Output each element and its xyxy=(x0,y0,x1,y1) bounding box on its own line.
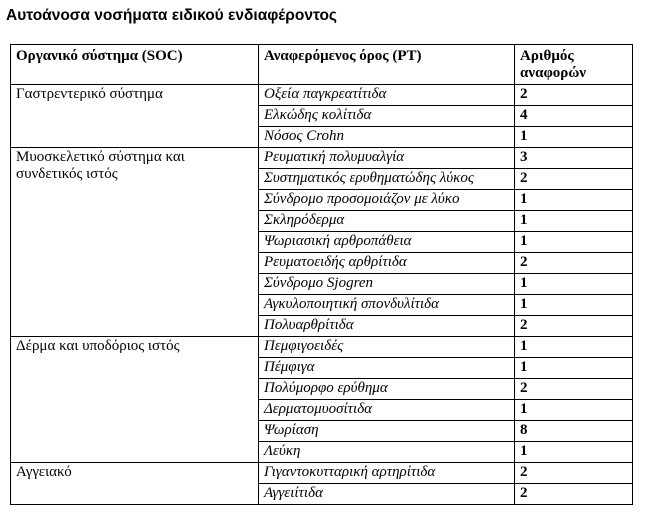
count-cell: 2 xyxy=(515,316,633,337)
table-body xyxy=(11,85,633,505)
soc-cell: Μυοσκελετικό σύστημα και συνδετικός ιστός xyxy=(11,148,259,337)
count-cell: 2 xyxy=(515,85,633,106)
count-cell: 2 xyxy=(515,253,633,274)
soc-cell: Γαστρεντερικό σύστημα xyxy=(11,85,259,148)
count-cell: 1 xyxy=(515,274,633,295)
count-cell: 4 xyxy=(515,106,633,127)
pt-cell: Ψωρίαση xyxy=(259,421,515,442)
pt-cell: Σκληρόδερμα xyxy=(259,211,515,232)
pt-cell: Αγγειίτιδα xyxy=(259,484,515,505)
table-row xyxy=(11,148,633,169)
count-cell: 1 xyxy=(515,358,633,379)
adverse-events-table xyxy=(10,44,633,505)
pt-cell: Νόσος Crohn xyxy=(259,127,515,148)
count-cell: 1 xyxy=(515,127,633,148)
count-cell: 2 xyxy=(515,169,633,190)
count-cell: 1 xyxy=(515,337,633,358)
count-cell: 1 xyxy=(515,295,633,316)
pt-cell: Αγκυλοποιητική σπονδυλίτιδα xyxy=(259,295,515,316)
pt-cell: Ρευματοειδής αρθρίτιδα xyxy=(259,253,515,274)
page-title: Αυτοάνοσα νοσήματα ειδικού ενδιαφέροντος xyxy=(6,7,337,24)
pt-cell: Ρευματική πολυμυαλγία xyxy=(259,148,515,169)
pt-cell: Γιγαντοκυτταρική αρτηρίτιδα xyxy=(259,463,515,484)
table-row xyxy=(11,337,633,358)
soc-cell: Δέρμα και υποδόριος ιστός xyxy=(11,337,259,463)
count-cell: 2 xyxy=(515,379,633,400)
soc-column-header: Οργανικό σύστημα (SOC) xyxy=(11,45,259,85)
count-cell: 1 xyxy=(515,190,633,211)
pt-cell: Πεμφιγοειδές xyxy=(259,337,515,358)
pt-cell: Πολύμορφο ερύθημα xyxy=(259,379,515,400)
count-cell: 1 xyxy=(515,400,633,421)
pt-cell: Σύνδρομο προσομοιάζον με λύκο xyxy=(259,190,515,211)
count-cell: 2 xyxy=(515,484,633,505)
pt-cell: Πολυαρθρίτιδα xyxy=(259,316,515,337)
count-cell: 1 xyxy=(515,442,633,463)
table-header-row xyxy=(11,45,633,85)
count-cell: 2 xyxy=(515,463,633,484)
count-column-header: Αριθμός αναφορών xyxy=(515,45,633,85)
pt-cell: Πέμφιγα xyxy=(259,358,515,379)
soc-cell: Αγγειακό xyxy=(11,463,259,505)
count-cell: 3 xyxy=(515,148,633,169)
pt-cell: Ελκώδης κολίτιδα xyxy=(259,106,515,127)
pt-column-header: Αναφερόμενος όρος (PT) xyxy=(259,45,515,85)
count-cell: 1 xyxy=(515,211,633,232)
count-cell: 8 xyxy=(515,421,633,442)
pt-cell: Οξεία παγκρεατίτιδα xyxy=(259,85,515,106)
pt-cell: Δερματομυοσίτιδα xyxy=(259,400,515,421)
table-row xyxy=(11,85,633,106)
pt-cell: Συστηματικός ερυθηματώδης λύκος xyxy=(259,169,515,190)
pt-cell: Λεύκη xyxy=(259,442,515,463)
table-row xyxy=(11,463,633,484)
count-cell: 1 xyxy=(515,232,633,253)
pt-cell: Ψωριασική αρθροπάθεια xyxy=(259,232,515,253)
pt-cell: Σύνδρομο Sjogren xyxy=(259,274,515,295)
